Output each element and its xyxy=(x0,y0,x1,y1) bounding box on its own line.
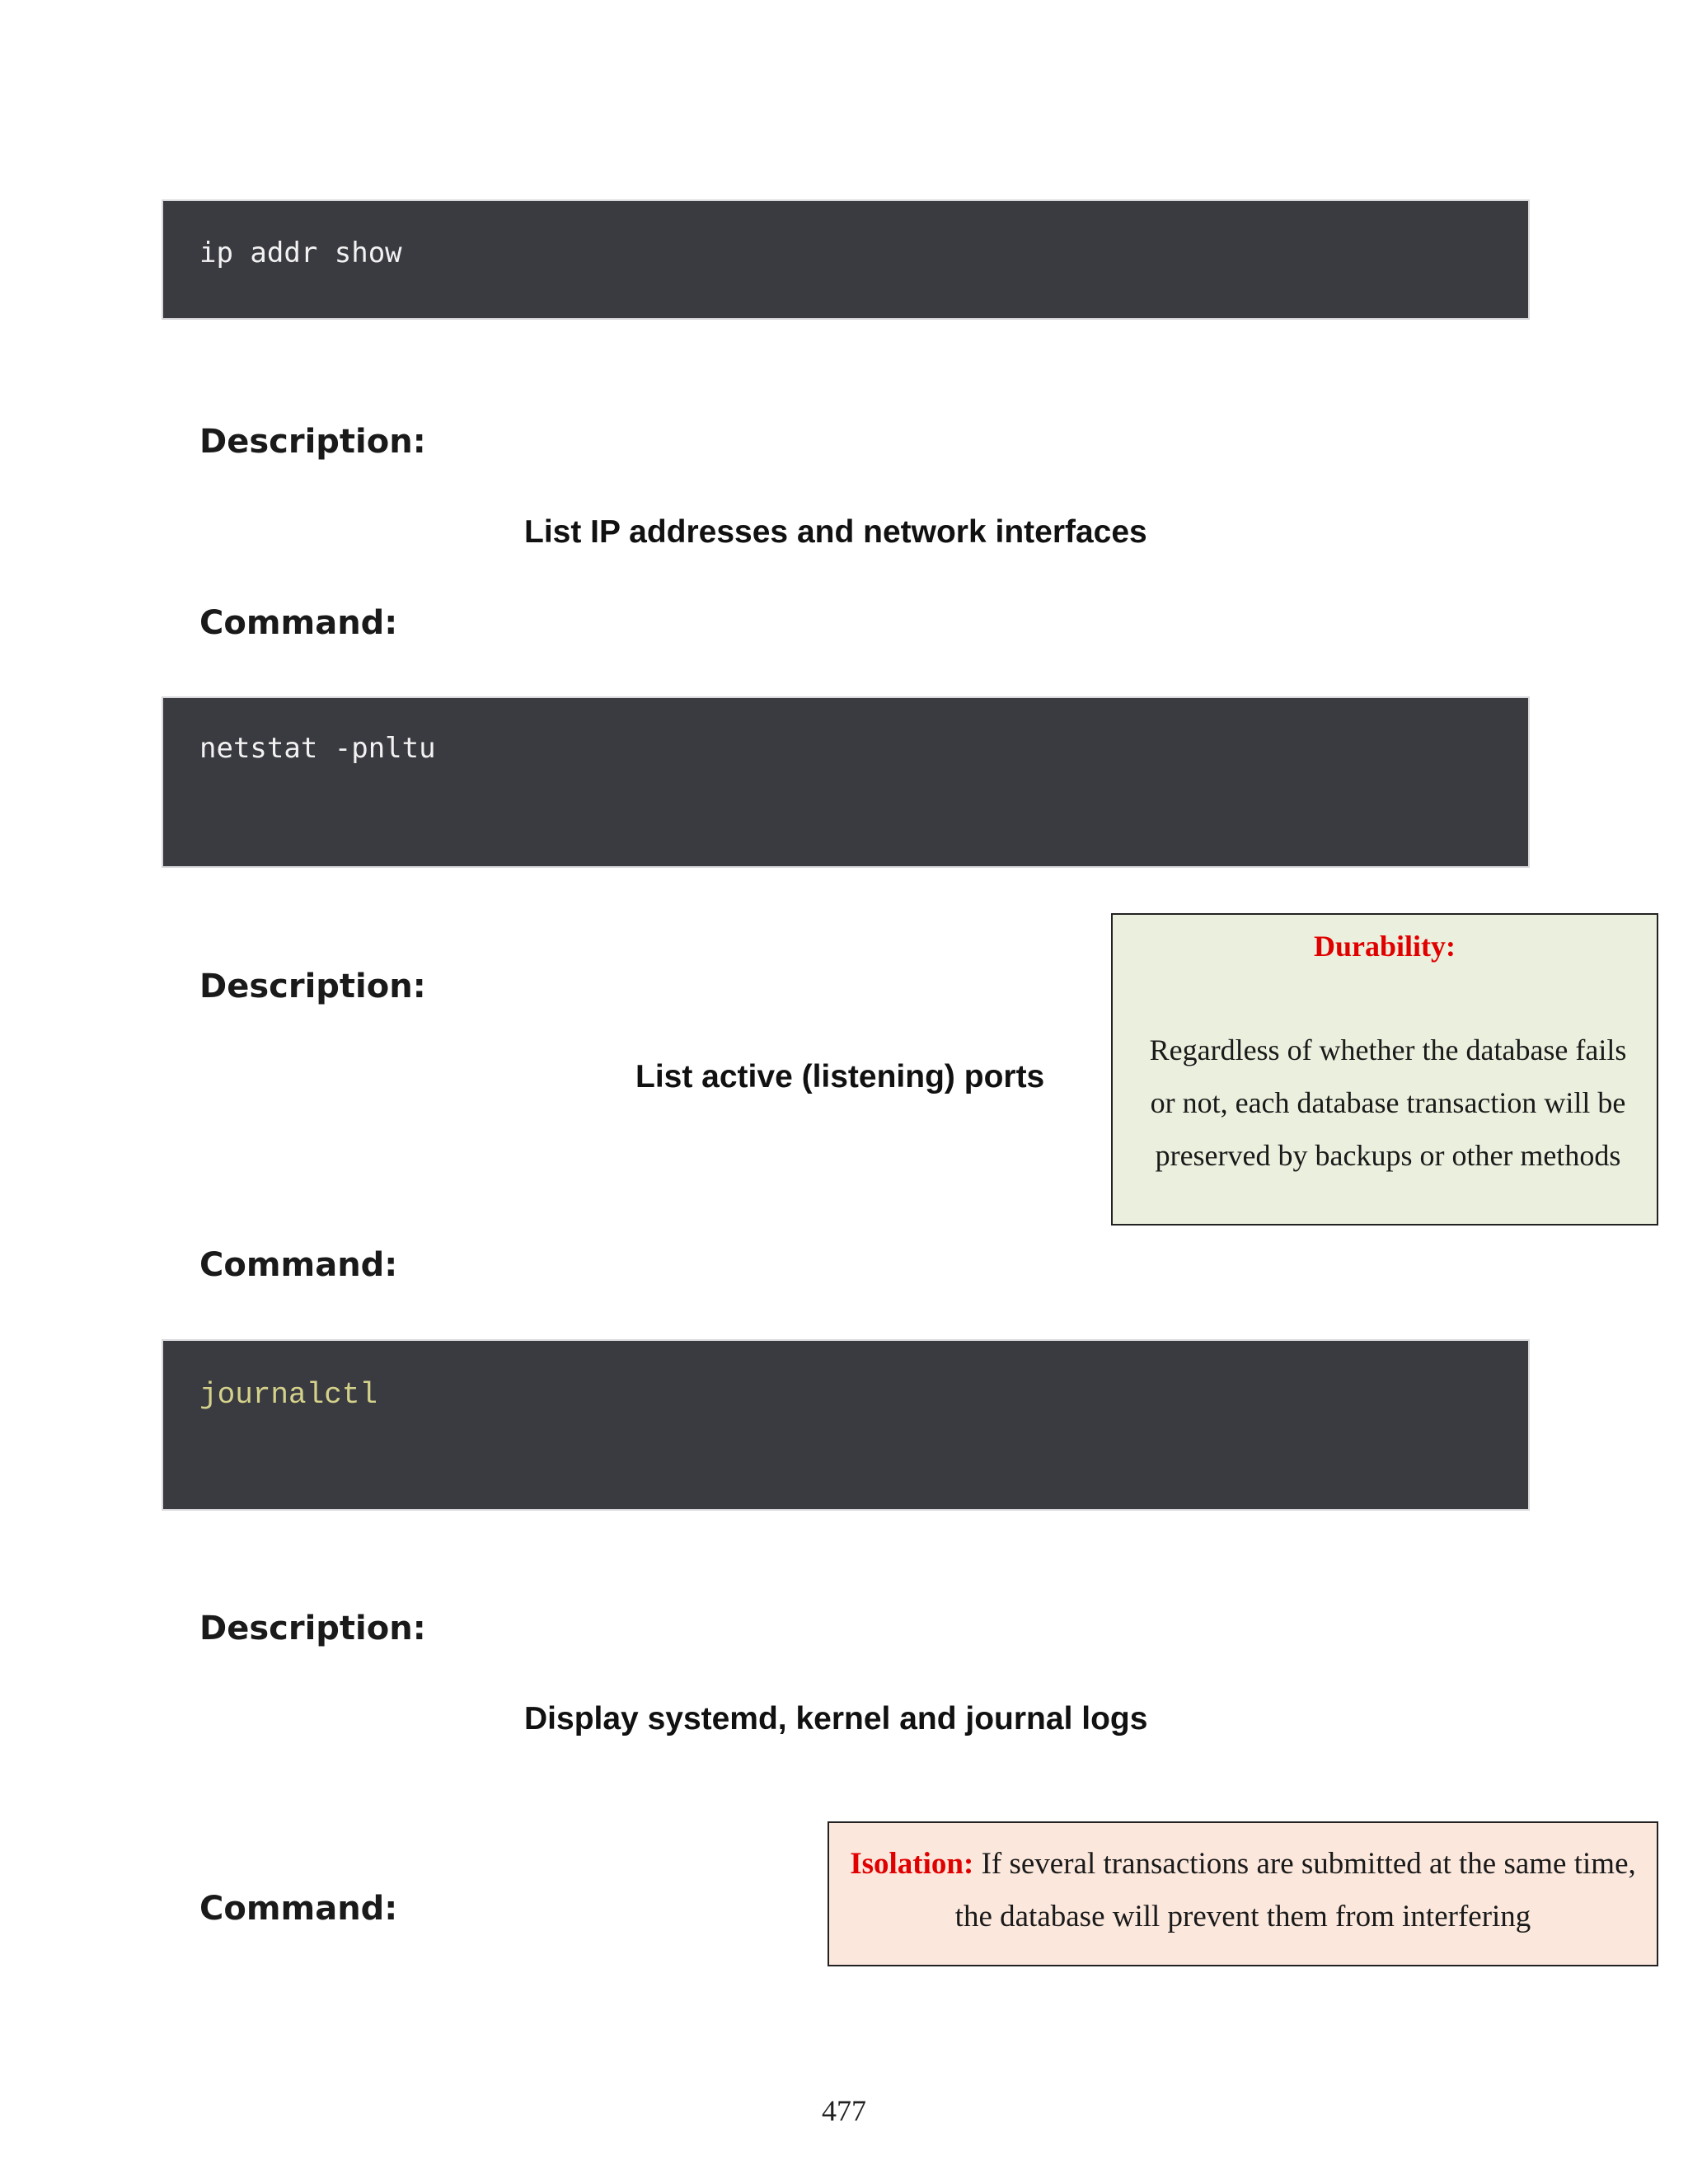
isolation-note-content xyxy=(846,1838,1640,1943)
description-text: Display systemd, kernel and journal logs xyxy=(524,1701,1148,1736)
description-label: Description: xyxy=(199,423,426,461)
code-block-ip-addr xyxy=(162,199,1530,320)
durability-note-body: Regardless of whether the database fails or not, each database transaction will be preserved by backups or other methods xyxy=(1149,1033,1627,1172)
isolation-note-title: Isolation: xyxy=(850,1847,974,1881)
command-text: journalctl xyxy=(199,1378,378,1412)
description-text: List IP addresses and network interfaces xyxy=(524,514,1147,550)
page-number: 477 xyxy=(822,2094,866,2127)
description-text: List active (listening) ports xyxy=(635,1059,1045,1094)
code-block-journalctl xyxy=(162,1339,1530,1511)
isolation-note-body: If several transactions are submitted at the same time, the database will prevent them from interfering xyxy=(954,1847,1636,1933)
command-label: Command: xyxy=(199,1890,398,1928)
command-label: Command: xyxy=(199,604,398,642)
description-label: Description: xyxy=(199,968,426,1005)
code-block-netstat xyxy=(162,696,1530,868)
command-text: ip addr show xyxy=(199,237,402,269)
durability-note xyxy=(1111,913,1658,1226)
command-text: netstat -pnltu xyxy=(199,732,436,765)
isolation-note xyxy=(828,1821,1658,1966)
durability-note-title: Durability: xyxy=(1313,930,1456,963)
command-label: Command: xyxy=(199,1246,398,1284)
description-label: Description: xyxy=(199,1610,426,1647)
